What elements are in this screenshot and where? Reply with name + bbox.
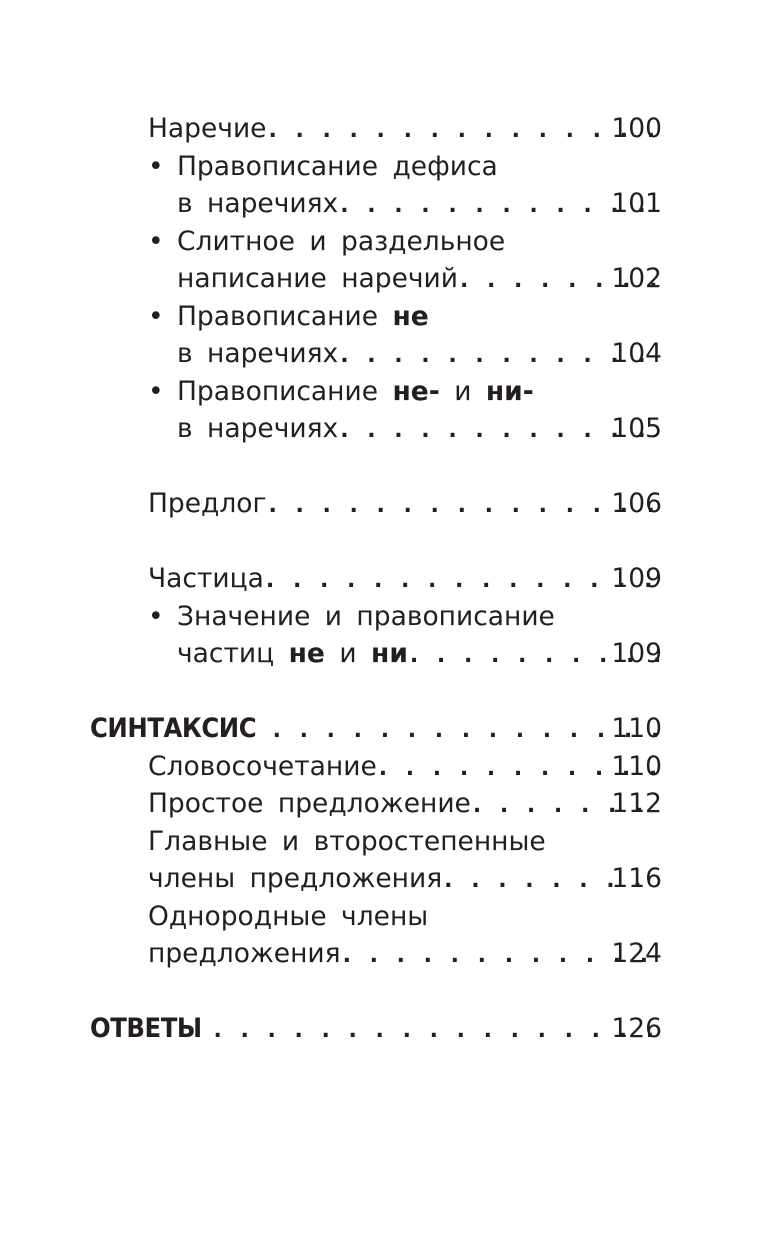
page-number: 105 bbox=[611, 413, 662, 444]
toc-leader-line bbox=[177, 185, 660, 224]
spacer bbox=[0, 448, 768, 486]
leader-dots bbox=[271, 712, 660, 749]
toc-leader-line bbox=[148, 560, 660, 599]
toc-entry-label: Частица bbox=[148, 563, 264, 594]
toc-entry-odnorodnye-line2[interactable] bbox=[0, 935, 768, 973]
toc-entry-label: Главные и второстепенные bbox=[148, 825, 546, 857]
toc-entry-label: в наречиях bbox=[177, 413, 339, 444]
toc-entry-slovosochetanie[interactable] bbox=[0, 748, 768, 786]
toc-entry-label-line bbox=[177, 635, 408, 672]
page-number: 116 bbox=[611, 863, 662, 894]
toc-leader-line bbox=[148, 785, 660, 824]
toc-leader-line bbox=[148, 485, 660, 524]
toc-subentry-znachenie-line2[interactable] bbox=[0, 635, 768, 673]
spacer bbox=[0, 523, 768, 561]
toc-subentry-ne-ni-line2[interactable] bbox=[0, 410, 768, 448]
toc-leader-line bbox=[177, 260, 660, 299]
bullet-icon: • bbox=[148, 150, 164, 182]
toc-entry-label: предложения bbox=[148, 938, 341, 969]
toc-entry-label: написание наречий bbox=[177, 263, 458, 294]
toc-entry-label: члены предложения bbox=[148, 863, 443, 894]
page-number: 124 bbox=[611, 938, 662, 969]
page-number: 102 bbox=[611, 263, 662, 294]
toc-entry-label: Значение и правописание bbox=[177, 600, 555, 632]
toc-leader-line bbox=[148, 860, 660, 899]
toc-subentry-slitnoe[interactable] bbox=[0, 223, 768, 261]
toc-leader-line bbox=[177, 635, 660, 674]
leader-dots bbox=[211, 1012, 660, 1049]
toc-entry-label: Простое предложение bbox=[148, 788, 471, 819]
toc-entry-predlog[interactable] bbox=[0, 485, 768, 523]
toc-leader-line bbox=[148, 110, 660, 149]
page-number: 104 bbox=[611, 338, 662, 369]
bullet-icon: • bbox=[148, 600, 164, 632]
toc-entry-label: частиц bbox=[177, 638, 275, 669]
page-number: 100 bbox=[611, 113, 662, 144]
page-number: 110 bbox=[611, 713, 662, 744]
toc-entry-label: Слитное и раздельное bbox=[177, 225, 506, 257]
page-number: 126 bbox=[611, 1013, 662, 1044]
toc-entry-bold-term: не bbox=[288, 638, 325, 669]
conjunction: и bbox=[454, 375, 472, 407]
page-number: 101 bbox=[611, 188, 662, 219]
toc-entry-prostoe[interactable] bbox=[0, 785, 768, 823]
toc-entry-odnorodnye[interactable] bbox=[0, 898, 768, 936]
toc-entry-label: Предлог bbox=[148, 488, 267, 519]
toc-section-otvety[interactable] bbox=[0, 1010, 768, 1048]
toc-leader-line bbox=[177, 410, 660, 449]
spacer bbox=[0, 673, 768, 711]
toc-entry-label: Правописание bbox=[177, 300, 379, 332]
leader-dots bbox=[266, 112, 660, 149]
leader-dots bbox=[266, 487, 660, 524]
toc-subentry-ne-line2[interactable] bbox=[0, 335, 768, 373]
toc-section-sintaksis[interactable] bbox=[0, 710, 768, 748]
toc-entry-label-line bbox=[177, 373, 534, 410]
toc-section-label: СИНТАКСИС bbox=[90, 713, 257, 744]
toc-entry-bold-term: ни bbox=[371, 638, 408, 669]
page-number: 106 bbox=[611, 488, 662, 519]
toc-entry-label: в наречиях bbox=[177, 188, 339, 219]
toc-entry-bold-term: не- bbox=[392, 375, 440, 407]
toc-subentry-defis-line2[interactable] bbox=[0, 185, 768, 223]
page-number: 112 bbox=[611, 788, 662, 819]
toc-leader-line bbox=[148, 935, 660, 974]
toc-leader-line bbox=[90, 710, 660, 749]
bullet-icon: • bbox=[148, 300, 164, 332]
toc-subentry-defis[interactable] bbox=[0, 148, 768, 186]
bullet-icon: • bbox=[148, 375, 164, 407]
toc-subentry-ne[interactable] bbox=[0, 298, 768, 336]
toc-subentry-znachenie[interactable] bbox=[0, 598, 768, 636]
toc-entry-label: Правописание bbox=[177, 375, 379, 407]
toc-entry-bold-term: ни- bbox=[485, 375, 534, 407]
toc-subentry-slitnoe-line2[interactable] bbox=[0, 260, 768, 298]
toc-entry-chastica[interactable] bbox=[0, 560, 768, 598]
toc-entry-label-line bbox=[177, 298, 429, 335]
toc-entry-glavnye-line2[interactable] bbox=[0, 860, 768, 898]
page-number: 110 bbox=[611, 750, 662, 782]
toc-entry-label: Однородные члены bbox=[148, 900, 429, 932]
bullet-icon: • bbox=[148, 225, 164, 257]
toc-entry-bold-term: не bbox=[392, 300, 429, 332]
table-of-contents bbox=[0, 110, 768, 1048]
toc-entry-label: Правописание дефиса bbox=[177, 150, 498, 182]
toc-entry-label: Наречие bbox=[148, 113, 267, 144]
spacer bbox=[0, 973, 768, 1011]
toc-leader-line bbox=[90, 1010, 660, 1049]
toc-entry-narechie[interactable] bbox=[0, 110, 768, 148]
conjunction: и bbox=[339, 638, 357, 669]
toc-subentry-ne-ni[interactable] bbox=[0, 373, 768, 411]
leader-dots bbox=[264, 562, 660, 599]
toc-entry-glavnye[interactable] bbox=[0, 823, 768, 861]
page-number: 109 bbox=[611, 638, 662, 669]
page-number: 109 bbox=[611, 563, 662, 594]
toc-section-label: ОТВЕТЫ bbox=[90, 1013, 202, 1044]
toc-entry-label: Словосочетание bbox=[148, 750, 377, 782]
toc-entry-label: в наречиях bbox=[177, 338, 339, 369]
toc-leader-line bbox=[177, 335, 660, 374]
toc-leader-line bbox=[148, 748, 660, 787]
